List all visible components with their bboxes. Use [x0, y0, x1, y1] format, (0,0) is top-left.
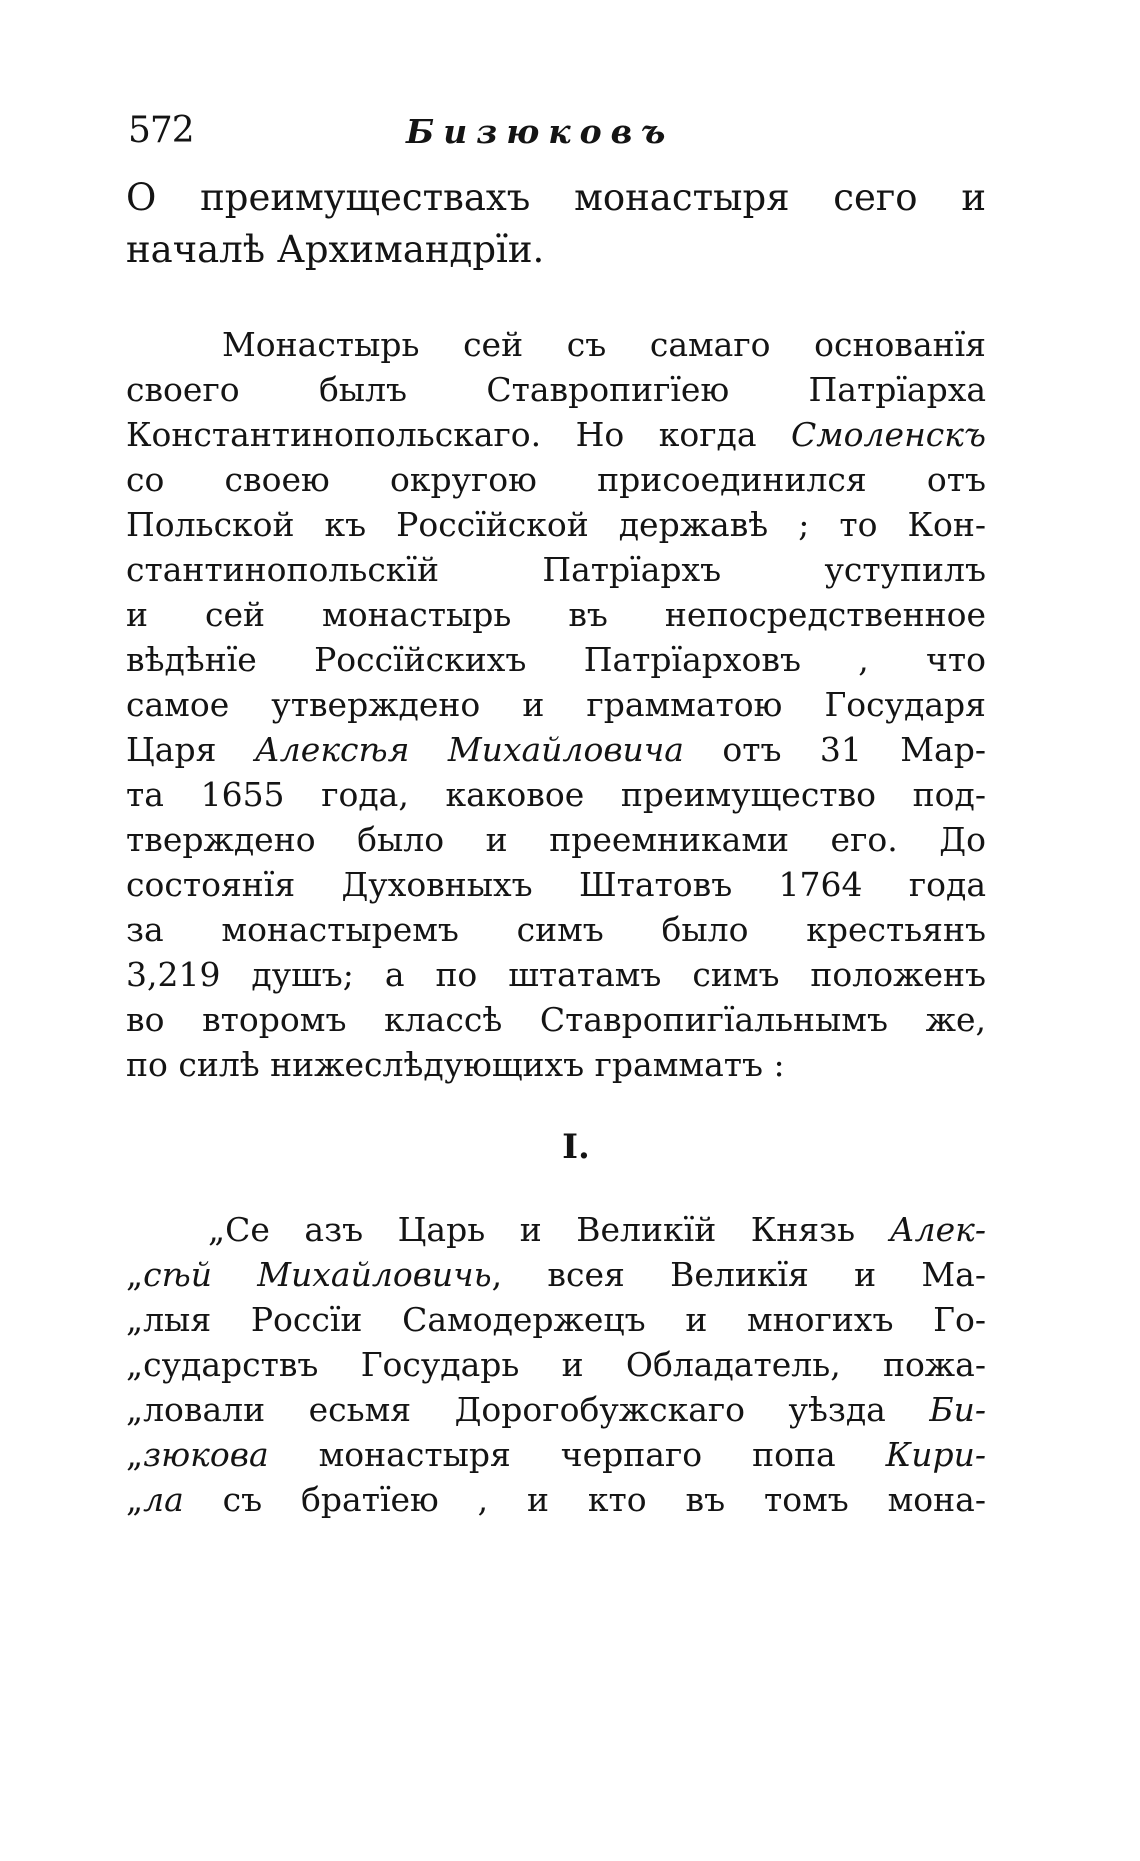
text-run: „ [126, 1480, 144, 1519]
paragraph-line: за монастыремъ симъ было крестьянъ [126, 910, 986, 949]
document-number: I. [562, 1127, 590, 1167]
text-run: отъ 31 Мар- [683, 730, 986, 769]
paragraph-line: и сей монастырь въ непосредственное [126, 595, 986, 634]
person-name: сѣй Михайловичь [143, 1255, 492, 1294]
charter-quote [126, 1207, 986, 1522]
paragraph-line: своего былъ Ставропигїею Патрїарха [126, 370, 986, 409]
running-head [126, 110, 986, 160]
paragraph-line: стантинопольскїй Патрїархъ уступилъ [126, 550, 986, 589]
paragraph-line: Монастырь сей съ самаго основанїя [222, 325, 986, 364]
paragraph-line: состоянїя Духовныхъ Штатовъ 1764 года [126, 865, 986, 904]
paragraph-line: самое утверждено и грамматою Государя [126, 685, 986, 724]
paragraph-line: тверждено было и преемниками его. До [126, 820, 986, 859]
person-name: Алек- [889, 1210, 986, 1249]
paragraph-line: Польской къ Россїйской державѣ ; то Кон- [126, 505, 986, 544]
heading-line: О преимуществахъ монастыря сего и [126, 176, 986, 219]
text-run: , всея Великїя и Ма- [491, 1255, 986, 1294]
paragraph-line: 3,219 душъ; а по штатамъ симъ положенъ [126, 955, 986, 994]
quote-line [126, 1477, 986, 1522]
heading-line: началѣ Архимандрїи. [126, 228, 545, 271]
quote-line: „лыя Россїи Самодержецъ и многихъ Го- [126, 1300, 986, 1339]
quote-line [126, 1432, 986, 1477]
book-page [126, 110, 986, 1522]
paragraph-line: та 1655 года, каковое преимущество под- [126, 775, 986, 814]
text-run: „ [126, 1255, 144, 1294]
text-run: Царя [126, 730, 255, 769]
text-run: Константинопольскаго. Но когда [126, 415, 792, 454]
quote-line: „сударствъ Государь и Обладатель, пожа- [126, 1345, 986, 1384]
text-run: „ловали есьмя Дорогобужскаго уѣзда [126, 1390, 930, 1429]
section-heading [126, 172, 986, 276]
quote-line [126, 1252, 986, 1297]
text-run: съ братїею , и кто въ томъ мона- [183, 1480, 986, 1519]
paragraph-line: со своею округою присоединился отъ [126, 460, 986, 499]
paragraph-line: во второмъ классѣ Ставропигїальнымъ же, [126, 1000, 986, 1039]
place-name: Би- [929, 1390, 986, 1429]
person-name: ла [143, 1480, 184, 1519]
paragraph-line: вѣдѣнїе Россїйскихъ Патрїарховъ , что [126, 640, 986, 679]
place-name: зюкова [143, 1435, 269, 1474]
body-paragraph [126, 322, 986, 1087]
paragraph-line: по силѣ нижеслѣдующихъ грамматъ : [126, 1045, 785, 1084]
person-name: Алексѣя Михайловича [254, 730, 684, 769]
paragraph-line [126, 412, 986, 457]
page-number: 572 [128, 110, 194, 151]
text-run: „ [126, 1435, 144, 1474]
running-title: Бизюковъ [406, 112, 675, 151]
person-name: Кири- [885, 1435, 986, 1474]
paragraph-line [126, 727, 986, 772]
quote-line [126, 1387, 986, 1432]
quote-line [126, 1207, 986, 1252]
text-run: „Се азъ Царь и Великїй Князь [208, 1210, 890, 1249]
place-name: Смоленскъ [791, 415, 986, 454]
text-run: монастыря черпаго попа [268, 1435, 886, 1474]
